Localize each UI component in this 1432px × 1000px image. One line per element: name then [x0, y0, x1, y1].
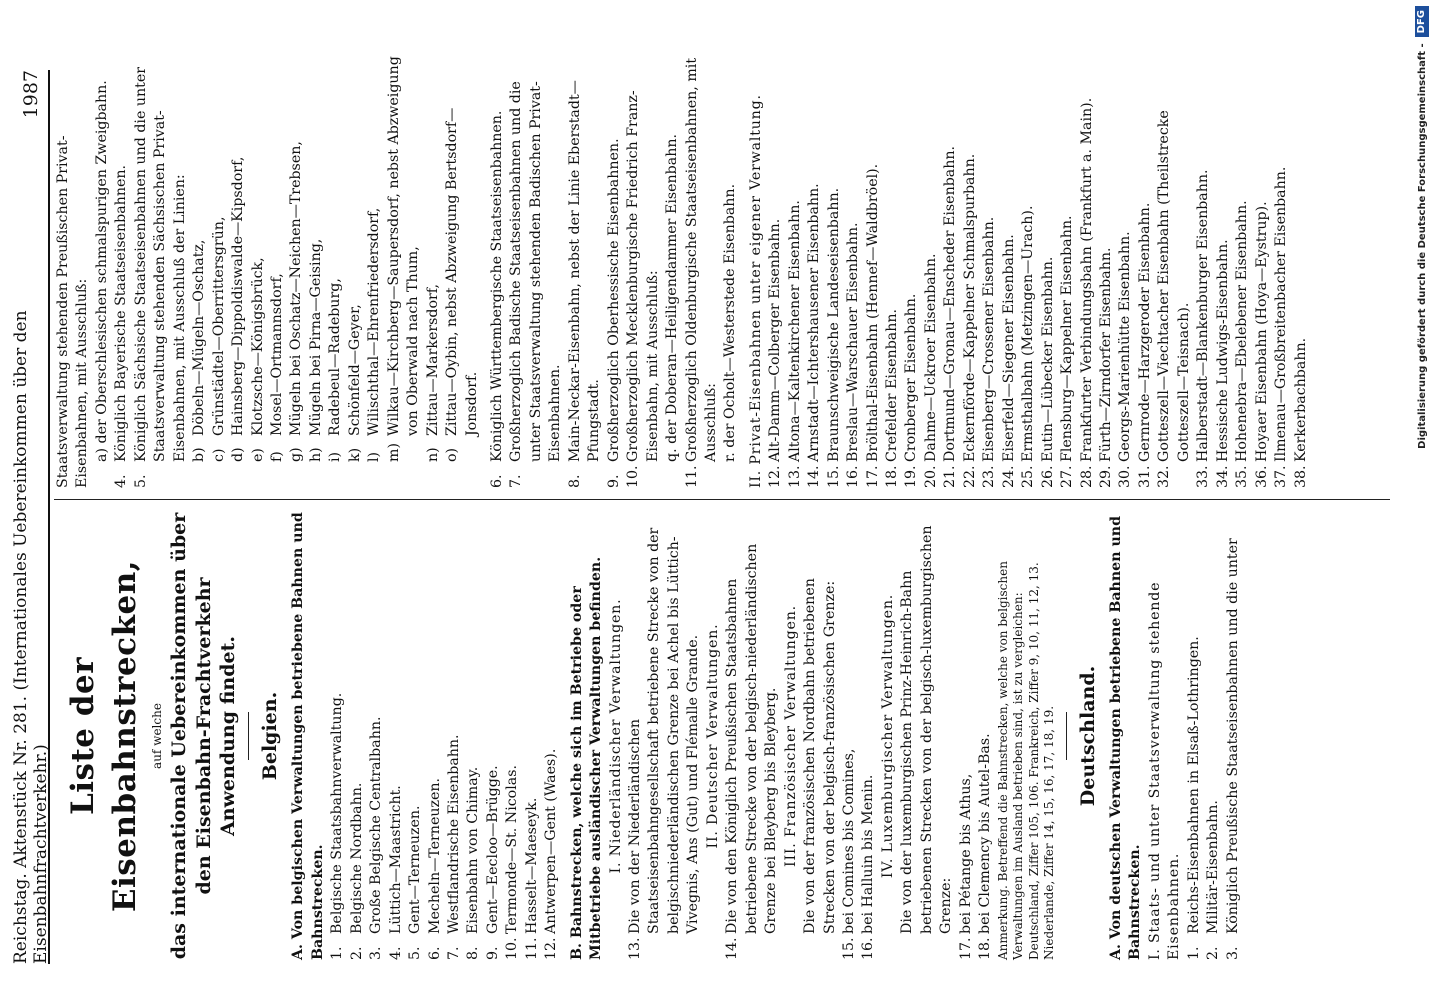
list-item — [1253, 48, 1272, 488]
roman-heading-3: III. Französischer Verwaltungen. — [782, 605, 799, 867]
item-number: n) — [424, 447, 441, 462]
item-number: 27. — [1059, 465, 1076, 488]
intro-text: Die von der französischen Nordbahn betriebenen Strecken von der belgisch-französischen Grenze: — [802, 578, 838, 934]
item-number: 11. — [523, 937, 540, 960]
list-item — [346, 48, 365, 462]
continuation-text: Staatsverwaltung stehenden Preußischen Privat-Eisenbahnen, mit Ausschluß: — [55, 135, 91, 488]
item-number: 23. — [981, 465, 998, 488]
intro-text: Die von der luxemburgischen Prinz-Heinrich-Bahn betriebenen Strecken von der belgisch-luxemburgischen Grenze: — [899, 525, 955, 934]
list-title: Liste der Eisenbahnstrecken, — [65, 559, 144, 913]
item-text: Westflandrische Eisenbahn. — [445, 734, 462, 934]
list-item — [426, 512, 445, 960]
country-heading-deutschland: Deutschland. — [1077, 665, 1100, 807]
item-text: Ilmenau—Großbreitenbacher Eisenbahn. — [1273, 166, 1290, 462]
divider — [1066, 712, 1067, 760]
item-number: 26. — [1039, 465, 1056, 488]
item-text: Hessische Ludwigs-Eisenbahn. — [1214, 239, 1231, 462]
item-number: g) — [288, 447, 305, 462]
item-text: Flensburg—Kappelner Eisenbahn. — [1059, 215, 1076, 462]
item-text: Militär-Eisenbahn. — [1205, 800, 1222, 934]
item-text: Altona—Kaltenkirchener Eisenbahn. — [786, 200, 803, 462]
sachsen-exclusion-list — [190, 48, 482, 488]
item-number: 20. — [922, 465, 939, 488]
list-item — [484, 512, 503, 960]
item-text: Hohenebra—Ebelebener Eisenbahn. — [1234, 200, 1251, 462]
item-number: f) — [268, 451, 285, 462]
item-text: Hainsberg—Dippoldiswalde—Kipsdorf, — [230, 156, 247, 436]
item-text: Wilkau—Kirchberg—Saupersdorf, nebst Abzweigung von Oberwald nach Thum, — [385, 56, 422, 436]
item-text: Eutin—Lübecker Eisenbahn. — [1039, 256, 1056, 462]
item-number: 22. — [961, 465, 978, 488]
list-item: 17. bei Pétange bis Athus, — [957, 773, 974, 960]
item-text: Belgische Nordbahn. — [348, 782, 365, 934]
item-number: 17. — [864, 465, 881, 488]
item-text: Königlich Preußische Staatseisenbahnen und die unter — [1224, 538, 1241, 934]
list-item — [1039, 48, 1058, 488]
list-item — [503, 512, 522, 960]
item-number: 12. — [543, 937, 560, 960]
private-railways-list — [766, 48, 1311, 488]
list-item — [1097, 48, 1116, 488]
item-text: Wilischthal—Ehrenfriedersdorf, — [366, 207, 383, 436]
list-item — [387, 512, 406, 960]
list-item — [1233, 48, 1252, 488]
item-number: 37. — [1273, 465, 1290, 488]
list-item: 10. Großherzoglich Mecklenburgische Friedrich Franz-Eisenbahn, mit Ausschluß: — [625, 90, 661, 488]
list-item — [864, 48, 883, 488]
list-item — [1155, 48, 1194, 488]
list-item: 8. Main-Neckar-Eisenbahn, nebst der Linie Eberstadt—Pfungstadt. — [566, 80, 603, 488]
item-number: 4. — [387, 946, 404, 960]
list-item — [365, 48, 384, 462]
item-number: 13. — [786, 465, 803, 488]
list-item — [210, 48, 229, 462]
item-text: Halberstadt—Blankenburger Eisenbahn. — [1195, 169, 1212, 462]
page-header — [11, 70, 51, 964]
list-item — [268, 48, 287, 462]
item-number: 15. — [825, 465, 842, 488]
list-item — [328, 512, 347, 960]
exclusion-item: r. der Ocholt—Westerstede Eisenbahn. — [722, 183, 739, 462]
item-text: Eckernförde—Kappelner Schmalspurbahn. — [961, 153, 978, 462]
item-number: 5. — [407, 946, 424, 960]
item-text: Große Belgische Centralbahn. — [368, 716, 385, 934]
item-number: 25. — [1020, 465, 1037, 488]
item-number: 3. — [1224, 946, 1241, 960]
item-number: 14. — [806, 465, 823, 488]
left-column — [54, 512, 1400, 960]
list-item — [367, 512, 386, 960]
list-item: 6. Königlich Württembergische Staatseisenbahnen. — [488, 110, 505, 488]
item-number: 33. — [1195, 465, 1212, 488]
exclusion-item: a) der Oberschlesischen schmalspurigen Zweigbahn. — [93, 80, 110, 462]
list-item — [326, 48, 345, 462]
item-text: Frankfurter Verbindungsbahn (Frankfurt a. Main). — [1078, 97, 1095, 462]
exclusion-item: q. der Doberan—Heiligendammer Eisenbahn. — [664, 134, 681, 462]
list-item: 16. bei Halluin bis Menin. — [860, 774, 877, 960]
item-number: 30. — [1117, 465, 1134, 488]
roman-heading-1: I. Niederländischer Verwaltungen. — [607, 598, 624, 874]
list-item — [1019, 48, 1038, 488]
item-number: 18. — [884, 465, 901, 488]
list-item — [348, 512, 367, 960]
country-heading-belgien: Belgien. — [259, 691, 282, 781]
item-number: 31. — [1136, 465, 1153, 488]
item-number: l) — [366, 451, 383, 462]
list-item — [443, 48, 482, 462]
item-text: Gent—Terneuzen. — [407, 805, 424, 934]
stamp-text: Digitalisierung gefördert durch die Deutsche Forschungsgemeinschaft - — [1416, 43, 1428, 449]
item-text: Zittau—Oybin, nebst Abzweigung Bertsdorf—Jonsdorf. — [444, 107, 480, 436]
list-item — [1204, 512, 1223, 960]
list-item — [406, 512, 425, 960]
list-item — [902, 48, 921, 488]
item-text: Lüttich—Maastricht. — [387, 785, 404, 934]
item-text: Arnstadt—Ichtershausener Eisenbahn. — [806, 183, 823, 462]
item-number: 2. — [1205, 946, 1222, 960]
item-number: 28. — [1078, 465, 1095, 488]
right-column — [54, 48, 1400, 488]
list-item: 5. Königlich Sächsische Staatseisenbahnen und die unter Staatsverwaltung stehenden Sächsischen Privat-Eisenbahnen, mit Ausschluß der Linien: — [132, 66, 188, 488]
list-item: 15. bei Comines bis Comines, — [841, 748, 858, 960]
list-item — [844, 48, 863, 488]
list-item — [445, 512, 464, 960]
item-text: Klotzsche—Königsbrück, — [249, 257, 266, 436]
list-item — [1078, 48, 1097, 488]
item-text: Eisenberg—Crossener Eisenbahn. — [981, 216, 998, 462]
item-text: Mügeln bei Pirna—Geising, — [307, 238, 324, 436]
list-item — [805, 48, 824, 488]
list-item — [1136, 48, 1155, 488]
belgien-list — [328, 512, 561, 960]
item-text: Gernrode—Harzgeroder Eisenbahn. — [1136, 202, 1153, 462]
item-text: Alt-Damm—Colberger Eisenbahn. — [767, 218, 784, 462]
item-text: Dortmund—Gronau—Enscheder Eisenbahn. — [942, 145, 959, 462]
item-number: 7. — [445, 946, 462, 960]
list-item — [1292, 48, 1311, 488]
item-number: 24. — [1000, 465, 1017, 488]
item-text: Cronberger Eisenbahn. — [903, 293, 920, 462]
list-item — [1185, 512, 1204, 960]
deutschland-list — [1185, 512, 1243, 960]
item-number: 3. — [368, 946, 385, 960]
item-text: Grünstädtel—Oberrittersgrün, — [210, 216, 227, 436]
item-number: 16. — [845, 465, 862, 488]
item-number: i) — [327, 451, 344, 462]
list-item — [980, 48, 999, 488]
list-item — [825, 48, 844, 488]
list-item — [766, 48, 785, 488]
item-text: Radebeul—Radeburg, — [327, 278, 344, 436]
list-item — [941, 48, 960, 488]
item-number: 10. — [504, 937, 521, 960]
margin-stamp — [1414, 6, 1430, 449]
item-number: 38. — [1292, 465, 1309, 488]
list-item: 14. Die von den Königlich Preußischen Staatsbahnen betriebene Strecke von der belgisch-niederländischen Grenze bei Bleyberg bis Bleyberg. — [724, 543, 780, 960]
list-item — [1224, 512, 1243, 960]
footnote: Anmerkung. Betreffend die Bahnstrecken, welche von belgischen Verwaltungen im Ausland betrieben sind, ist zu vergleichen: Deutschland, Ziffer 105, 106. Frankreich, Ziffer 9, 10, 11, 12, 13. Niederlande, Ziffer 14, 15, 16, 17, 18, 19. — [995, 561, 1057, 960]
item-text: Mecheln—Terneuzen. — [426, 778, 443, 934]
item-number: h) — [307, 447, 324, 462]
item-number: k) — [346, 447, 363, 462]
list-subtitle: das internationale Uebereinkommen über den Eisenbahn-Frachtverkehr Anwendung findet. — [168, 512, 239, 960]
roman-heading-2: II. Deutscher Verwaltungen. — [704, 623, 721, 849]
list-item — [1058, 48, 1077, 488]
list-item — [229, 48, 248, 462]
de-roman-heading-1: I. Staats- und unter Staatsverwaltung stehende Eisenbahnen. — [1146, 581, 1183, 960]
list-item — [1214, 48, 1233, 488]
header-title: Reichstag. Aktenstück Nr. 281. (Internationales Uebereinkommen über den Eisenbahnfrachtverkehr.) — [11, 310, 51, 964]
item-text: Antwerpen—Gent (Waes). — [543, 748, 560, 934]
dfg-logo: DFG — [1415, 6, 1429, 37]
item-text: Fürth—Zirndorfer Eisenbahn. — [1098, 247, 1115, 462]
page-number: 1987 — [20, 70, 42, 119]
item-text: Ermsthalbahn (Metzingen—Urach). — [1020, 205, 1037, 462]
private-railways-heading: II. Privat-Eisenbahnen unter eigener Verwaltung. — [747, 94, 764, 488]
list-item: 9. Großherzoglich Oberhessische Eisenbahnen. — [605, 138, 622, 488]
section-a-heading: A. Von belgischen Verwaltungen betriebene Bahnen und Bahnstrecken. — [290, 512, 326, 960]
item-number: e) — [249, 448, 266, 462]
item-text: Eiserfeld—Siegener Eisenbahn. — [1000, 234, 1017, 462]
divider — [248, 712, 249, 760]
item-number: 34. — [1214, 465, 1231, 488]
item-number: o) — [444, 447, 461, 462]
item-text: Hasselt—Maeseyk. — [523, 797, 540, 934]
item-text: Hoyaer Eisenbahn (Hoya—Eystrup). — [1253, 201, 1270, 462]
item-number: d) — [230, 447, 247, 462]
list-item — [542, 512, 561, 960]
list-item — [464, 512, 483, 960]
item-text: Zittau—Markersdorf, — [424, 283, 441, 436]
list-item — [249, 48, 268, 462]
list-item: 7. Großherzoglich Badische Staatseisenbahnen und die unter Staatsverwaltung stehenden Badischen Privat-Eisenbahnen. — [508, 81, 564, 488]
item-text: Braunschweigische Landeseisenbahn. — [825, 187, 842, 462]
item-number: 9. — [484, 946, 501, 960]
item-text: Mosel—Ortmannsdorf, — [268, 273, 285, 436]
roman-heading-4: IV. Luxemburgischer Verwaltungen. — [879, 593, 896, 879]
item-text: Belgische Staatsbahnverwaltung. — [329, 692, 346, 934]
item-text: Gotteszell—Viechtacher Eisenbahn (Theilstrecke Gotteszell—Teisnach). — [1156, 110, 1192, 462]
column-divider — [54, 499, 1390, 500]
item-text: Georgs-Marienhütte Eisenbahn. — [1117, 231, 1134, 462]
list-item — [385, 48, 424, 462]
list-item: 4. Königlich Bayerische Staatseisenbahnen. — [113, 165, 130, 488]
item-text: Dahme—Uckroer Eisenbahn. — [922, 253, 939, 462]
item-number: 6. — [426, 946, 443, 960]
item-number: 12. — [767, 465, 784, 488]
item-number: b) — [191, 447, 208, 462]
list-item — [1194, 48, 1213, 488]
item-number: 36. — [1253, 465, 1270, 488]
item-number: c) — [210, 448, 227, 462]
list-item — [1272, 48, 1291, 488]
item-text: Döbeln—Mügeln—Oschatz, — [191, 239, 208, 436]
item-text: Reichs-Eisenbahnen in Elsaß-Lothringen. — [1185, 636, 1202, 934]
item-number: 2. — [348, 946, 365, 960]
item-number: 19. — [903, 465, 920, 488]
list-item — [1000, 48, 1019, 488]
item-text: Mügeln bei Oschatz—Neichen—Trebsen, — [288, 141, 305, 436]
item-number: 29. — [1098, 465, 1115, 488]
item-text: Crefelder Eisenbahn. — [884, 308, 901, 462]
item-number: 35. — [1234, 465, 1251, 488]
item-number: 1. — [329, 946, 346, 960]
list-item — [287, 48, 306, 462]
list-item — [922, 48, 941, 488]
list-item — [424, 48, 443, 462]
item-number: 32. — [1156, 465, 1173, 488]
item-number: 8. — [465, 946, 482, 960]
list-item — [961, 48, 980, 488]
item-text: Breslau—Warschauer Eisenbahn. — [845, 222, 862, 462]
section-b-heading: B. Bahnstrecken, welche sich im Betriebe oder Mitbetriebe ausländischer Verwaltungen befinden. — [568, 556, 605, 960]
item-number: 1. — [1185, 946, 1202, 960]
list-item: 11. Großherzoglich Oldenburgische Staatseisenbahnen, mit Ausschluß: — [683, 57, 719, 488]
item-text: Gent—Eecloo—Brügge. — [484, 765, 501, 934]
list-item — [786, 48, 805, 488]
item-text: Kerkerbachbahn. — [1292, 337, 1309, 462]
list-item: 13. Die von der Niederländischen Staatseisenbahngesellschaft betriebene Strecke von der belgischniederländischen Grenze bei Achel bis Lüttich-Vivegnis, Ans (Gut) und Flémalle Grande. — [627, 527, 702, 960]
list-item — [307, 48, 326, 462]
auf-welche: auf welche — [149, 703, 164, 769]
list-item — [883, 48, 902, 488]
item-text: Schönfeld—Geyer, — [346, 304, 363, 436]
item-text: Termonde—St. Nicolas. — [504, 764, 521, 934]
item-text: Eisenbahn von Chimay. — [465, 766, 482, 934]
list-item: 18. bei Clemency bis Autel-Bas. — [977, 733, 994, 960]
list-item — [523, 512, 542, 960]
list-item — [190, 48, 209, 462]
item-number: 21. — [942, 465, 959, 488]
item-text: Brölthal-Eisenbahn (Hennef—Waldbröel). — [864, 163, 881, 462]
de-section-a-heading: A. Von deutschen Verwaltungen betriebene Bahnen und Bahnstrecken. — [1108, 516, 1144, 960]
item-number: m) — [385, 443, 402, 462]
list-item — [1116, 48, 1135, 488]
